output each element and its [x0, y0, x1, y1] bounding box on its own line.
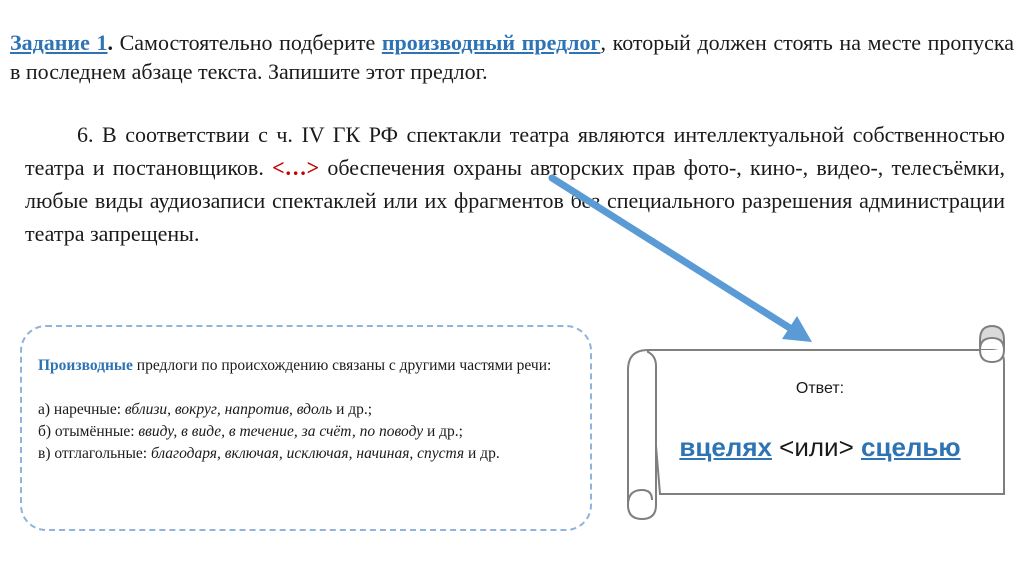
gap-marker: <…> [272, 155, 320, 180]
task-text-end: , который должен стоять на месте пропуска в последнем абзаце текста. Запишите этот предлог. [10, 30, 1015, 84]
nominal-end: и др.; [423, 423, 463, 440]
answer-word-2: сцелью [861, 432, 961, 462]
scroll-body [648, 350, 1004, 494]
task-label: Задание 1 [10, 30, 108, 55]
verbal-label: в) отглагольные: [38, 445, 151, 462]
verbal-examples: благодаря, включая, исключая, начиная, спустя [150, 445, 465, 462]
answer-word-1: вцелях [679, 432, 772, 462]
adverbial-examples: вблизи, вокруг, напротив, вдоль [124, 401, 333, 418]
task-highlight: производный предлог [381, 30, 601, 55]
answer-text [640, 432, 1000, 463]
paragraph-text-end: обеспечения охраны авторских прав фото-, кино-, видео-, телесъёмки, любые виды аудиозаписи спектаклей или их фрагментов без специального разрешения администрации театра запрещены. [25, 155, 1005, 246]
adverbial-label: а) наречные: [38, 401, 125, 418]
scroll-right-curl [980, 350, 1004, 362]
paragraph-text-start: 6. В соответствии с ч. IV ГК РФ спектакли театра являются интеллектуальной собственностью театра и постановщиков. [25, 122, 1005, 180]
adverbial-end: и др.; [332, 401, 373, 418]
task-dot: . [107, 30, 113, 55]
verbal-end: и др. [464, 445, 500, 462]
answer-title: Ответ: [795, 380, 845, 397]
info-bold-term: Производные [38, 357, 133, 374]
info-intro-text: предлоги по происхождению связаны с другими частями речи: [132, 357, 552, 374]
task-text-start: Самостоятельно подберите [112, 30, 382, 55]
scroll-right-roll [980, 326, 1004, 350]
nominal-label: б) отымённые: [38, 423, 139, 440]
answer-separator: <или> [771, 432, 861, 462]
nominal-examples: ввиду, в виде, в течение, за счёт, по поводу [138, 423, 424, 440]
